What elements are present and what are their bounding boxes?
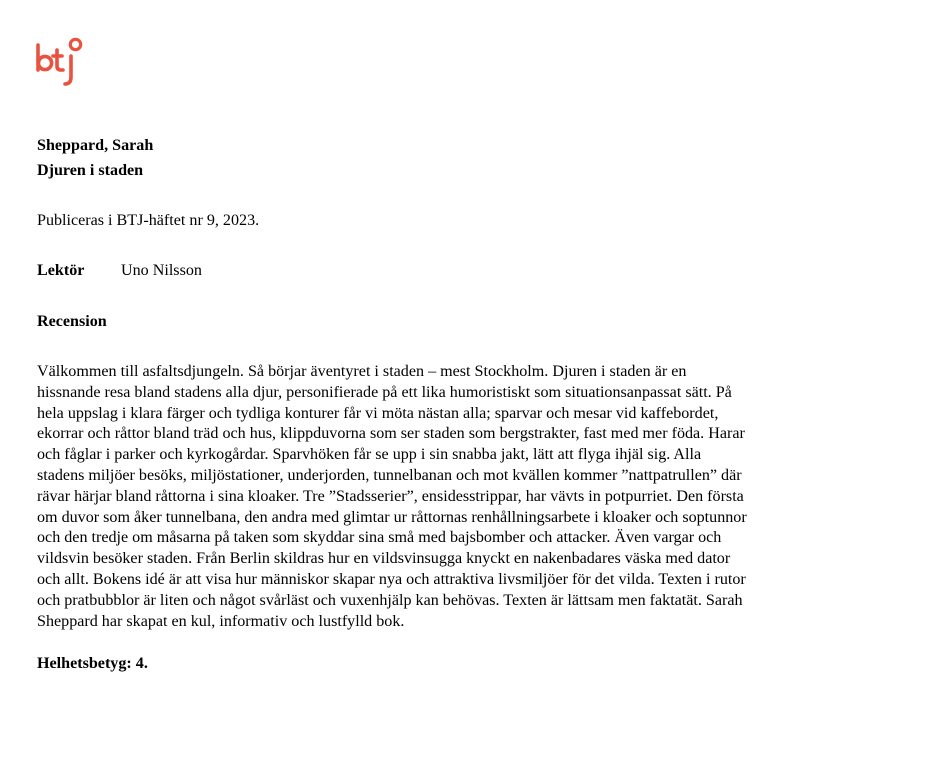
review-line: rävar härjar bland råttorna i sina kloaker. Tre ”Stadsserier”, ensidesstrippar, har vävts in potpurriet. Den första <box>37 487 744 505</box>
review-line: ekorrar och råttor bland träd och hus, klippduvorna som ser staden som bergstrakter, fast med mer föda. Harar <box>37 425 745 443</box>
author-name: Sheppard, Sarah <box>37 137 154 154</box>
review-line: och den tredje om måsarna på taken som skyddar sina små med bajsbomber och attacker. Även vargar och <box>37 529 722 547</box>
review-line: vildsvin besöker staden. Från Berlin skildras hur en vildsvinsugga knyckt en nakenbadares väska med dator <box>37 550 731 568</box>
overall-grade: Helhetsbetyg: 4. <box>37 655 148 672</box>
review-line: och pratbubblor är liten och något svårläst och vuxenhjälp kan behövas. Texten är lättsam men faktatät. Sarah <box>37 591 743 609</box>
review-line: hela uppslag i klara färger och tydliga konturer får vi möta nästan alla; sparvar och mesar vid kaffebordet, <box>37 404 719 422</box>
lektor-row <box>37 261 202 282</box>
publication-note: Publiceras i BTJ-häftet nr 9, 2023. <box>37 212 260 229</box>
review-line: och fåglar i parker och kyrkogårdar. Sparvhöken får se upp i sin snabba jakt, lätt att flyga ihjäl sig. Alla <box>37 446 702 464</box>
btj-logo <box>36 36 86 88</box>
review-text <box>37 362 837 632</box>
review-line: Sheppard har skapat en kul, informativ och lustfylld bok. <box>37 612 405 630</box>
review-line: om duvor som åker tunnelbana, den andra med glimtar ur råttornas renhållningsarbete i kloaker och soptunnor <box>37 508 747 526</box>
review-line: Välkommen till asfaltsdjungeln. Så börjar äventyret i staden – mest Stockholm. Djuren i staden är en <box>37 363 687 380</box>
lektor-label: Lektör <box>37 262 85 279</box>
btj-logo-mark <box>36 36 86 88</box>
review-heading: Recension <box>37 313 107 330</box>
lektor-name: Uno Nilsson <box>121 262 202 279</box>
review-line: stadens miljöer besöks, miljöstationer, underjorden, tunnelbanan och mot kvällen kommer ”nattpatrullen” där <box>37 466 742 484</box>
review-line: och allt. Bokens idé är att visa hur människor skapar nya och attraktiva livsmiljöer för det vilda. Texten i rutor <box>37 570 746 588</box>
book-title: Djuren i staden <box>37 162 144 179</box>
review-line: hissnande resa bland stadens alla djur, personifierade på ett lika humoristiskt som situationsanpassat sätt. På <box>37 383 732 401</box>
